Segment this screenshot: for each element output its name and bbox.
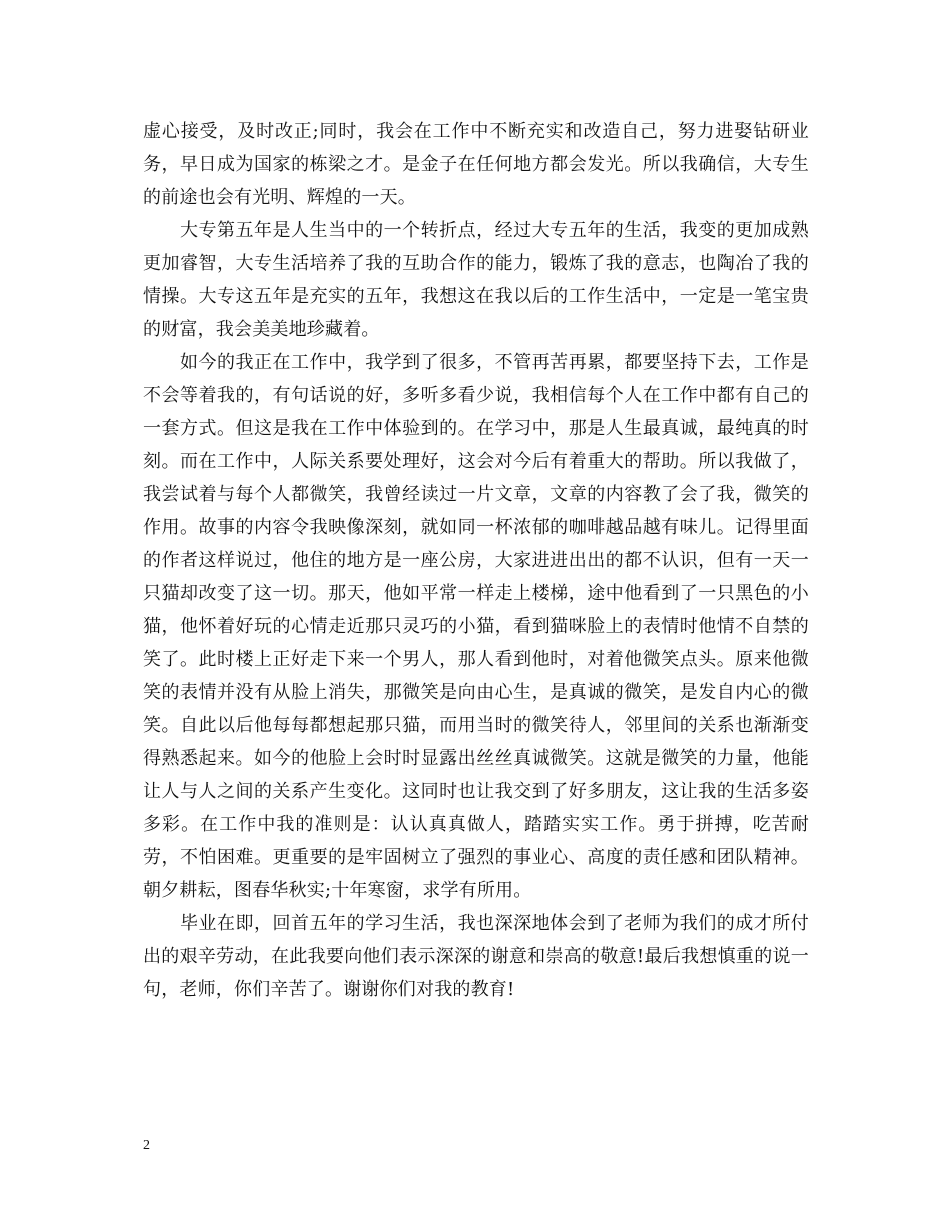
paragraph-2: 大专第五年是人生当中的一个转折点，经过大专五年的生活，我变的更加成熟更加睿智，大专生活培养了我的互助合作的能力，锻炼了我的意志，也陶冶了我的情操。大专这五年是充实的五年，我想这在我以后的工作生活中，一定是一笔宝贵的财富，我会美美地珍藏着。	[143, 220, 809, 340]
paragraph-4: 毕业在即，回首五年的学习生活，我也深深地体会到了老师为我们的成才所付出的艰辛劳动，在此我要向他们表示深深的谢意和崇高的敬意!最后我想慎重的说一句，老师，你们辛苦了。谢谢你们对我的教育!	[143, 913, 809, 1000]
page-number: 2	[143, 1138, 150, 1153]
paragraph-1: 虚心接受，及时改正;同时，我会在工作中不断充实和改造自己，努力进娶钻研业务，早日成为国家的栋梁之才。是金子在任何地方都会发光。所以我确信，大专生的前途也会有光明、辉煌的一天。	[143, 121, 809, 208]
body-text	[143, 115, 809, 1006]
paragraph-3: 如今的我正在工作中，我学到了很多，不管再苦再累，都要坚持下去，工作是不会等着我的，有句话说的好，多听多看少说，我相信每个人在工作中都有自己的一套方式。但这是我在工作中体验到的。在学习中，那是人生最真诚，最纯真的时刻。而在工作中，人际关系要处理好，这会对今后有着重大的帮助。所以我做了，我尝试着与每个人都微笑，我曾经读过一片文章，文章的内容教了会了我，微笑的作用。故事的内容令我映像深刻，就如同一杯浓郁的咖啡越品越有味儿。记得里面的作者这样说过，他住的地方是一座公房，大家进进出出的都不认识，但有一天一只猫却改变了这一切。那天，他如平常一样走上楼梯，途中他看到了一只黑色的小猫，他怀着好玩的心情走近那只灵巧的小猫，看到猫咪脸上的表情时他情不自禁的笑了。此时楼上正好走下来一个男人，那人看到他时，对着他微笑点头。原来他微笑的表情并没有从脸上消失，那微笑是向由心生，是真诚的微笑，是发自内心的微笑。自此以后他每每都想起那只猫，而用当时的微笑待人，邻里间的关系也渐渐变得熟悉起来。如今的他脸上会时时显露出丝丝真诚微笑。这就是微笑的力量，他能让人与人之间的关系产生变化。这同时也让我交到了好多朋友，这让我的生活多姿多彩。在工作中我的准则是：认认真真做人，踏踏实实工作。勇于拼搏，吃苦耐劳，不怕困难。更重要的是牢固树立了强烈的事业心、高度的责任感和团队精神。朝夕耕耘，图春华秋实;十年寒窗，求学有所用。	[143, 352, 809, 901]
